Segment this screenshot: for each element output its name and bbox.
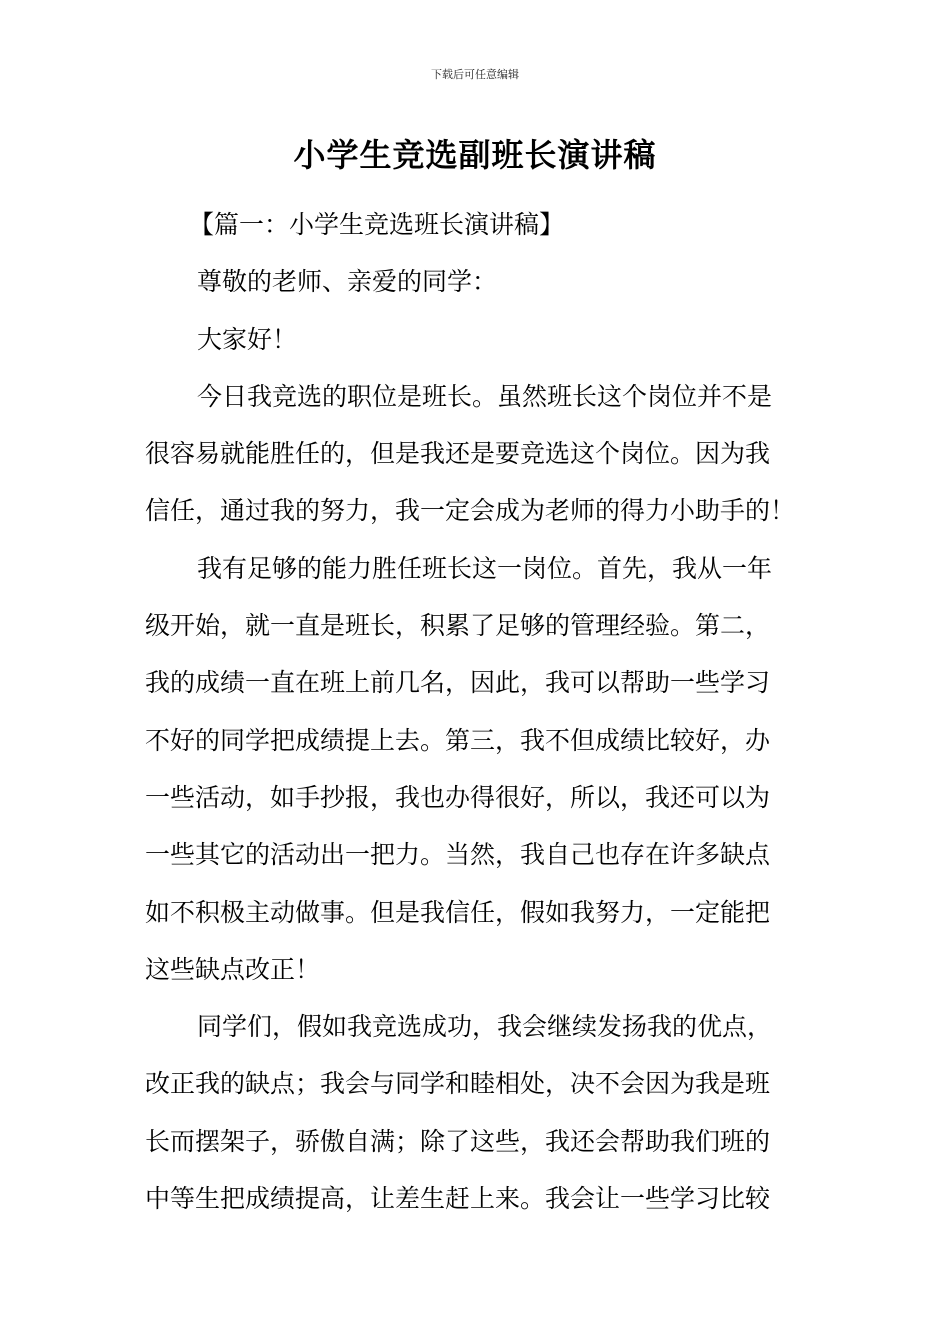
- document-body: [145, 196, 807, 1227]
- text-line: 尊敬的老师、亲爱的同学：: [197, 267, 498, 297]
- text-line: 我的成绩一直在班上前几名，因此，我可以帮助一些学习: [145, 668, 771, 698]
- text-line: 今日我竞选的职位是班长。虽然班长这个岗位并不是: [197, 381, 773, 411]
- text-line: 一些其它的活动出一把力。当然，我自己也存在许多缺点: [145, 840, 771, 870]
- text-line: 同学们，假如我竞选成功，我会继续发扬我的优点，: [197, 1012, 773, 1042]
- text-line: 如不积极主动做事。但是我信任，假如我努力，一定能把: [145, 897, 771, 927]
- text-line: 我有足够的能力胜任班长这一岗位。首先，我从一年: [197, 553, 773, 583]
- text-line: 中等生把成绩提高，让差生赶上来。我会让一些学习比较: [145, 1184, 771, 1214]
- text-line: 改正我的缺点；我会与同学和睦相处，决不会因为我是班: [145, 1069, 771, 1099]
- text-line: 一些活动，如手抄报，我也办得很好，所以，我还可以为: [145, 782, 771, 812]
- text-line: 这些缺点改正！: [145, 954, 321, 984]
- text-line: 很容易就能胜任的，但是我还是要竞选这个岗位。因为我: [145, 439, 771, 469]
- text-line: 大家好！: [197, 324, 298, 354]
- header-note: 下载后可任意编辑: [431, 68, 519, 81]
- document-title: 小学生竞选副班长演讲稿: [293, 136, 657, 174]
- text-line: 不好的同学把成绩提上去。第三，我不但成绩比较好，办: [145, 725, 771, 755]
- text-line: 信任，通过我的努力，我一定会成为老师的得力小助手的！: [145, 496, 796, 526]
- text-line: 【篇一：小学生竞选班长演讲稿】: [189, 210, 565, 239]
- text-line: 长而摆架子，骄傲自满；除了这些，我还会帮助我们班的: [145, 1126, 771, 1156]
- text-line: 级开始，就一直是班长，积累了足够的管理经验。第二，: [145, 611, 771, 641]
